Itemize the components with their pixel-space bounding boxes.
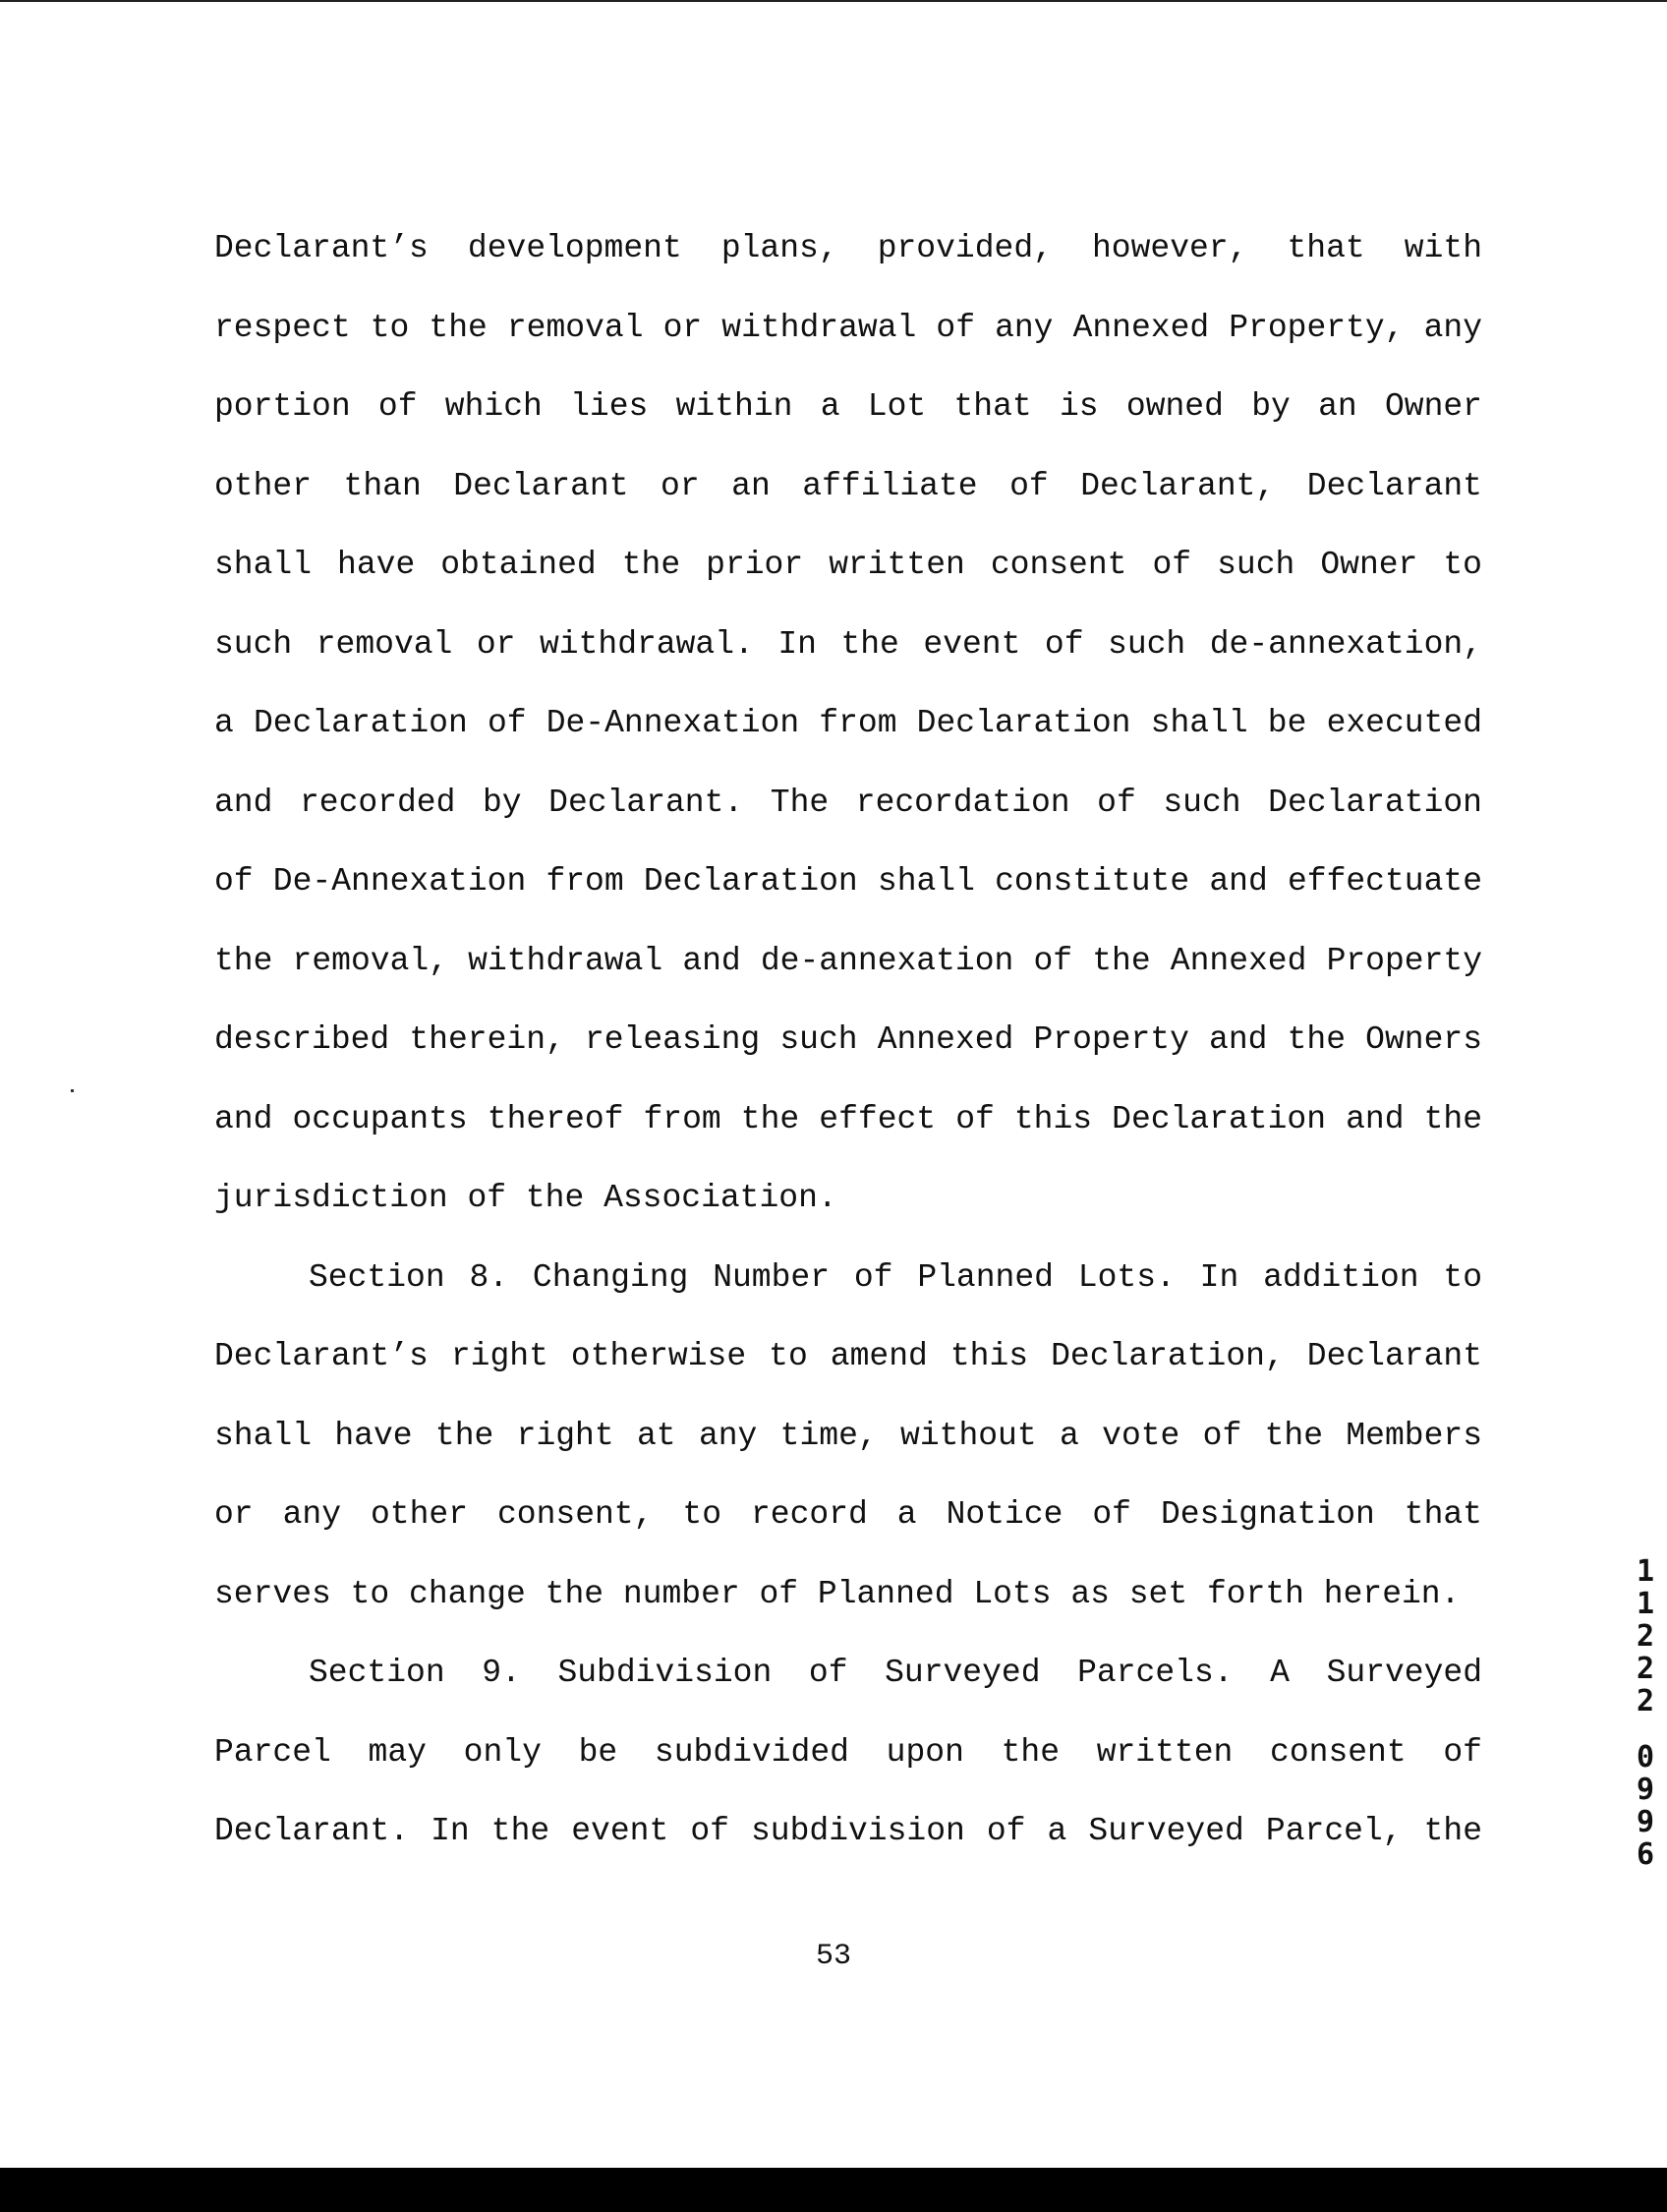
text-line: Declarant’s development plans, provided, however, that with	[214, 230, 1482, 266]
page-number: 53	[815, 1940, 851, 1973]
text-line: Declarant’s right otherwise to amend this Declaration, Declarant	[214, 1338, 1482, 1374]
text-line: serves to change the number of Planned Lots as set forth herein.	[214, 1575, 1461, 1612]
stamp-digit: 1	[1636, 1554, 1655, 1589]
stamp-digit: 2	[1636, 1684, 1655, 1718]
section-9-heading-line: Section 9. Subdivision of Surveyed Parcels. A Surveyed	[309, 1655, 1482, 1691]
text-line: Declarant. In the event of subdivision of a Surveyed Parcel, the	[214, 1813, 1482, 1849]
stamp-digit: 6	[1636, 1837, 1655, 1872]
text-line: shall have the right at any time, without a vote of the Members	[214, 1417, 1482, 1454]
stamp-gap	[1624, 1717, 1667, 1741]
text-line: other than Declarant or an affiliate of Declarant, Declarant	[214, 467, 1482, 504]
text-line: and recorded by Declarant. The recordation of such Declaration	[214, 784, 1482, 821]
text-line: or any other consent, to record a Notice of Designation that	[214, 1496, 1482, 1533]
text-line: such removal or withdrawal. In the event of such de-annexation,	[214, 625, 1482, 663]
text-line: respect to the removal or withdrawal of any Annexed Property, any	[214, 309, 1482, 346]
stamp-digit: 9	[1636, 1773, 1655, 1807]
text-line: of De-Annexation from Declaration shall constitute and effectuate	[214, 863, 1482, 900]
stamp-digit: 2	[1636, 1619, 1655, 1654]
text-line: Parcel may only be subdivided upon the written consent of	[214, 1733, 1482, 1771]
text-line: the removal, withdrawal and de-annexation of the Annexed Property	[214, 942, 1482, 979]
text-line: a Declaration of De-Annexation from Declaration shall be executed	[214, 705, 1482, 741]
top-scan-edge	[0, 0, 1667, 2]
text-line: described therein, releasing such Annexed Property and the Owners	[214, 1021, 1482, 1058]
stamp-digit: 1	[1636, 1587, 1655, 1621]
bottom-scan-edge	[0, 2168, 1667, 2212]
scan-speck	[71, 1089, 74, 1092]
document-body	[214, 224, 1482, 1935]
stamp-digit: 0	[1636, 1740, 1655, 1775]
stamp-digit: 2	[1636, 1652, 1655, 1686]
text-line: and occupants thereof from the effect of this Declaration and the	[214, 1100, 1482, 1137]
text-line: shall have obtained the prior written consent of such Owner to	[214, 547, 1482, 583]
section-8-heading-line: Section 8. Changing Number of Planned Lots. In addition to	[309, 1258, 1482, 1296]
document-number-stamp	[1624, 1555, 1667, 1871]
text-line: jurisdiction of the Association.	[214, 1180, 837, 1216]
text-line: portion of which lies within a Lot that is owned by an Owner	[214, 388, 1482, 425]
stamp-digit: 9	[1636, 1805, 1655, 1839]
